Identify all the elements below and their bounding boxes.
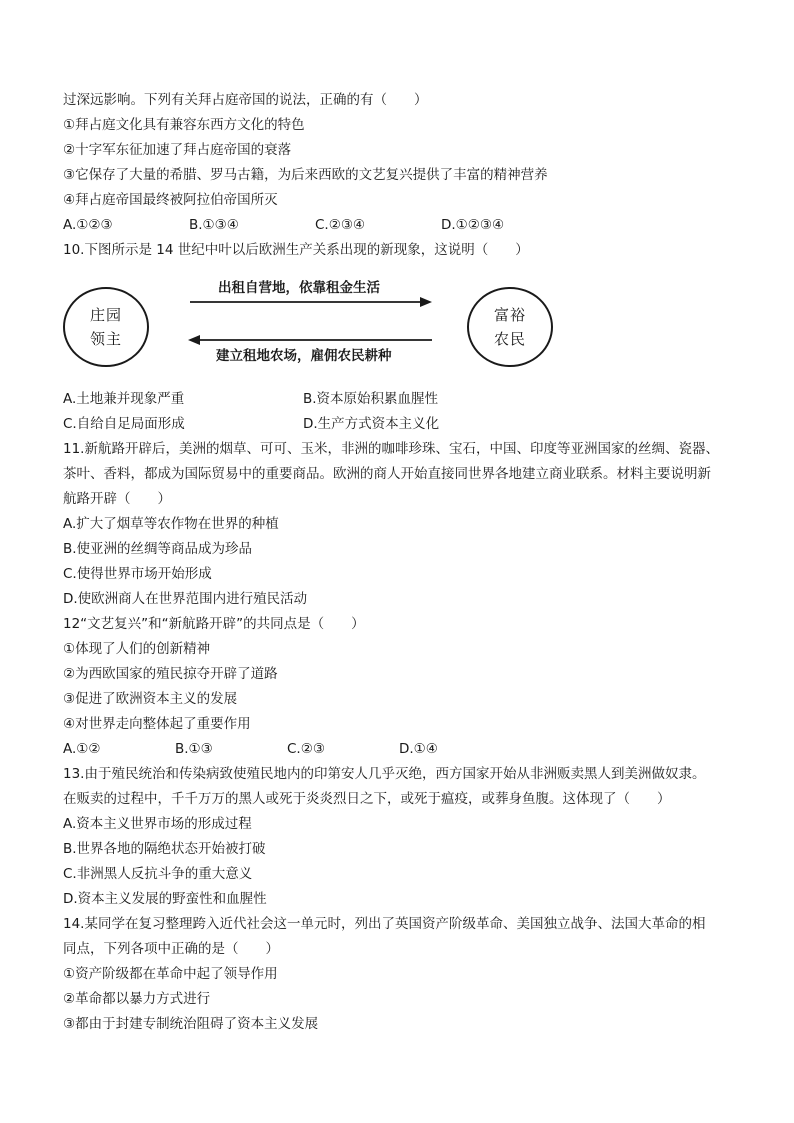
- q12-option-a[interactable]: A.①②: [63, 741, 101, 757]
- q10-option-b[interactable]: B.资本原始积累血腥性: [303, 391, 439, 407]
- q9-option-a[interactable]: A.①②③: [63, 217, 113, 233]
- bottom-arrow-head: [188, 335, 200, 345]
- q11-option-c[interactable]: C.使得世界市场开始形成: [63, 566, 212, 582]
- q13-option-a[interactable]: A.资本主义世界市场的形成过程: [63, 816, 252, 832]
- q10-option-c[interactable]: C.自给自足局面形成: [63, 416, 185, 432]
- q14-stem-line-2: 同点，下列各项中正确的是（ ）: [63, 941, 279, 957]
- q12-stem: 12“文艺复兴”和“新航路开辟”的共同点是（ ）: [63, 616, 365, 632]
- q14-item-2: ②革命都以暴力方式进行: [63, 991, 211, 1007]
- q12-item-2: ②为西欧国家的殖民掠夺开辟了道路: [63, 666, 278, 682]
- q11-stem-line-1: 11.新航路开辟后，美洲的烟草、可可、玉米，非洲的咖啡珍珠、宝石，中国、印度等亚洲国家的丝绸、瓷器、: [63, 441, 719, 457]
- q9-item-2: ②十字军东征加速了拜占庭帝国的衰落: [63, 142, 292, 158]
- rich-peasant-line-2: 农民: [493, 330, 526, 348]
- q11-option-a[interactable]: A.扩大了烟草等农作物在世界的种植: [63, 516, 279, 532]
- q9-item-1: ①拜占庭文化具有兼容东西方文化的特色: [63, 117, 305, 133]
- manor-lord-label: [66, 303, 146, 351]
- q12-option-d[interactable]: D.①④: [399, 741, 438, 757]
- q13-stem-line-2: 在贩卖的过程中，千千万万的黑人或死于炎炎烈日之下，或死于瘟疫，或葬身鱼腹。这体现了（ ）: [63, 791, 671, 807]
- q10-stem: 10.下图所示是 14 世纪中叶以后欧洲生产关系出现的新现象，这说明（ ）: [63, 242, 529, 258]
- q9-option-d[interactable]: D.①②③④: [441, 217, 505, 233]
- top-arrow-label: 出租自营地，依靠租金生活: [218, 280, 380, 296]
- q10-diagram: [60, 270, 560, 380]
- q13-stem-line-1: 13.由于殖民统治和传染病致使殖民地内的印第安人几乎灭绝，西方国家开始从非洲贩卖黑人到美洲做奴隶。: [63, 766, 706, 782]
- q9-option-c[interactable]: C.②③④: [315, 217, 366, 233]
- bottom-arrow-label: 建立租地农场，雇佣农民耕种: [216, 348, 392, 364]
- q10-option-d[interactable]: D.生产方式资本主义化: [303, 416, 440, 432]
- q12-option-b[interactable]: B.①③: [175, 741, 213, 757]
- q14-item-1: ①资产阶级都在革命中起了领导作用: [63, 966, 278, 982]
- q11-stem-line-3: 航路开辟（ ）: [63, 491, 171, 507]
- q12-item-3: ③促进了欧洲资本主义的发展: [63, 691, 238, 707]
- q11-option-d[interactable]: D.使欧洲商人在世界范围内进行殖民活动: [63, 591, 308, 607]
- rich-peasant-label: [470, 303, 550, 351]
- q13-option-d[interactable]: D.资本主义发展的野蛮性和血腥性: [63, 891, 267, 907]
- q9-intro: 过深远影响。下列有关拜占庭帝国的说法，正确的有（ ）: [63, 92, 428, 108]
- q9-item-3: ③它保存了大量的希腊、罗马古籍，为后来西欧的文艺复兴提供了丰富的精神营养: [63, 167, 548, 183]
- manor-lord-line-2: 领主: [89, 330, 122, 348]
- q14-item-3: ③都由于封建专制统治阻碍了资本主义发展: [63, 1016, 319, 1032]
- q13-option-b[interactable]: B.世界各地的隔绝状态开始被打破: [63, 841, 266, 857]
- q14-stem-line-1: 14.某同学在复习整理跨入近代社会这一单元时，列出了英国资产阶级革命、美国独立战争、法国大革命的相: [63, 916, 706, 932]
- q13-option-c[interactable]: C.非洲黑人反抗斗争的重大意义: [63, 866, 253, 882]
- rich-peasant-line-1: 富裕: [493, 306, 526, 324]
- q12-item-1: ①体现了人们的创新精神: [63, 641, 211, 657]
- q10-option-a[interactable]: A.土地兼并现象严重: [63, 391, 185, 407]
- q12-item-4: ④对世界走向整体起了重要作用: [63, 716, 251, 732]
- q9-option-b[interactable]: B.①③④: [189, 217, 239, 233]
- q12-option-c[interactable]: C.②③: [287, 741, 325, 757]
- q11-stem-line-2: 茶叶、香料，都成为国际贸易中的重要商品。欧洲的商人开始直接同世界各地建立商业联系。材料主要说明新: [63, 466, 711, 482]
- manor-lord-line-1: 庄园: [89, 306, 122, 324]
- top-arrow-head: [420, 297, 432, 307]
- q11-option-b[interactable]: B.使亚洲的丝绸等商品成为珍品: [63, 541, 253, 557]
- q9-item-4: ④拜占庭帝国最终被阿拉伯帝国所灭: [63, 192, 278, 208]
